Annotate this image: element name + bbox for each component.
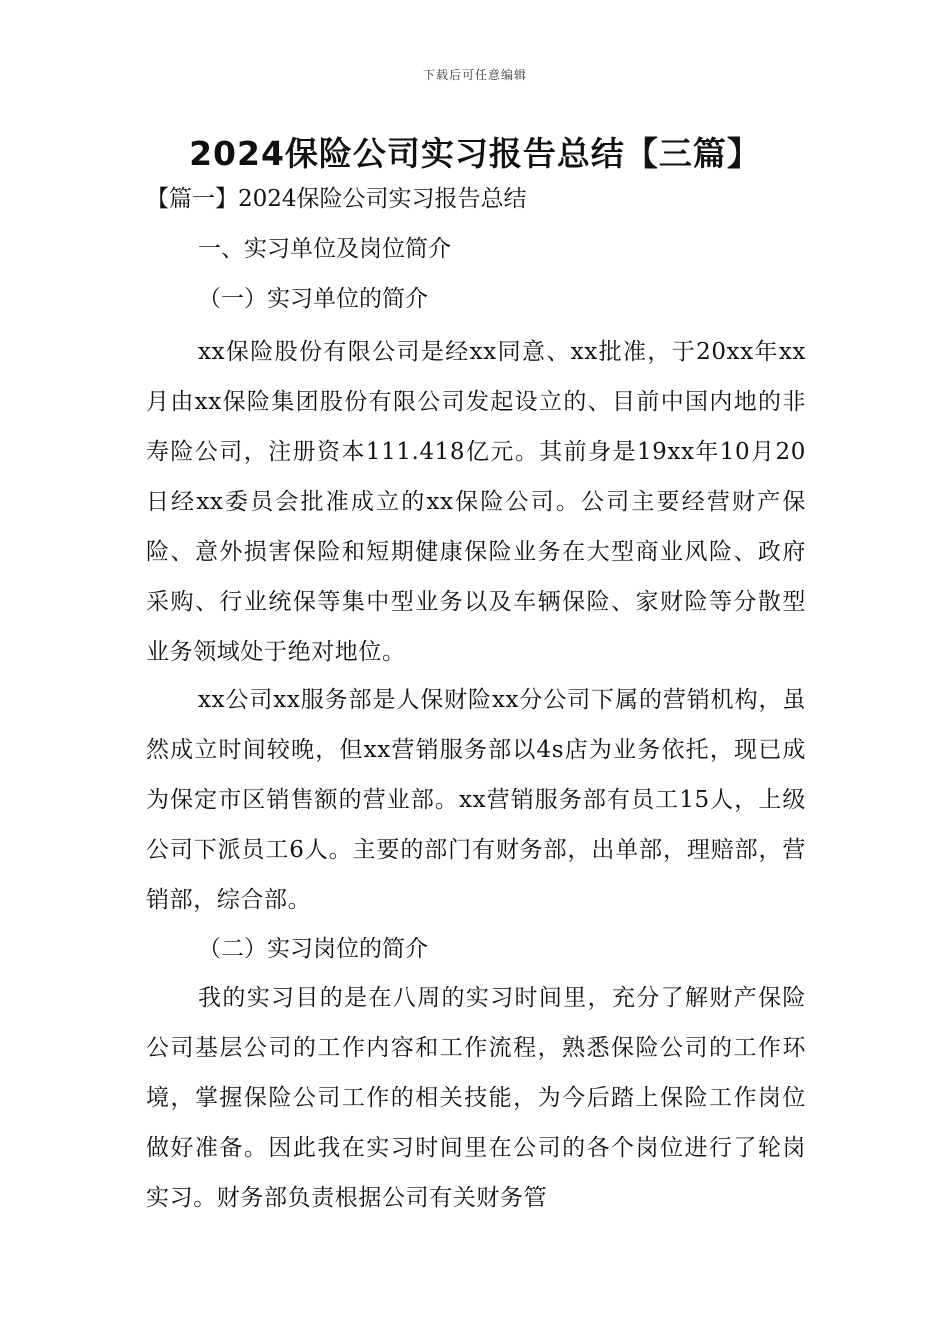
subsection-heading-1: （一）实习单位的简介 <box>198 286 428 312</box>
header-note: 下载后可任意编辑 <box>422 68 527 82</box>
part-heading: 【篇一】2024保险公司实习报告总结 <box>146 186 527 212</box>
document-title: 2024保险公司实习报告总结【三篇】 <box>189 134 761 173</box>
subsection-heading-2: （二）实习岗位的简介 <box>198 936 428 962</box>
section-heading-1: 一、实习单位及岗位简介 <box>198 236 451 262</box>
paragraph-1: xx保险股份有限公司是经xx同意、xx批准，于20xx年xx月由xx保险集团股份有限公司发起设立的、目前中国内地的非寿险公司，注册资本111.418亿元。其前身是19xx年10月20日经xx委员会批准成立的xx保险公司。公司主要经营财产保险、意外损害保险和短期健康保险业务在大型商业风险、政府采购、行业统保等集中型业务以及车辆保险、家财险等分散型业务领域处于绝对地位。 <box>146 339 806 665</box>
paragraph-3: 我的实习目的是在八周的实习时间里，充分了解财产保险公司基层公司的工作内容和工作流程，熟悉保险公司的工作环境，掌握保险公司工作的相关技能，为今后踏上保险工作岗位做好准备。因此我在实习时间里在公司的各个岗位进行了轮岗实习。财务部负责根据公司有关财务管 <box>146 985 806 1211</box>
paragraph-2: xx公司xx服务部是人保财险xx分公司下属的营销机构，虽然成立时间较晚，但xx营销服务部以4s店为业务依托，现已成为保定市区销售额的营业部。xx营销服务部有员工15人，上级公司下派员工6人。主要的部门有财务部，出单部，理赔部，营销部，综合部。 <box>146 687 806 913</box>
